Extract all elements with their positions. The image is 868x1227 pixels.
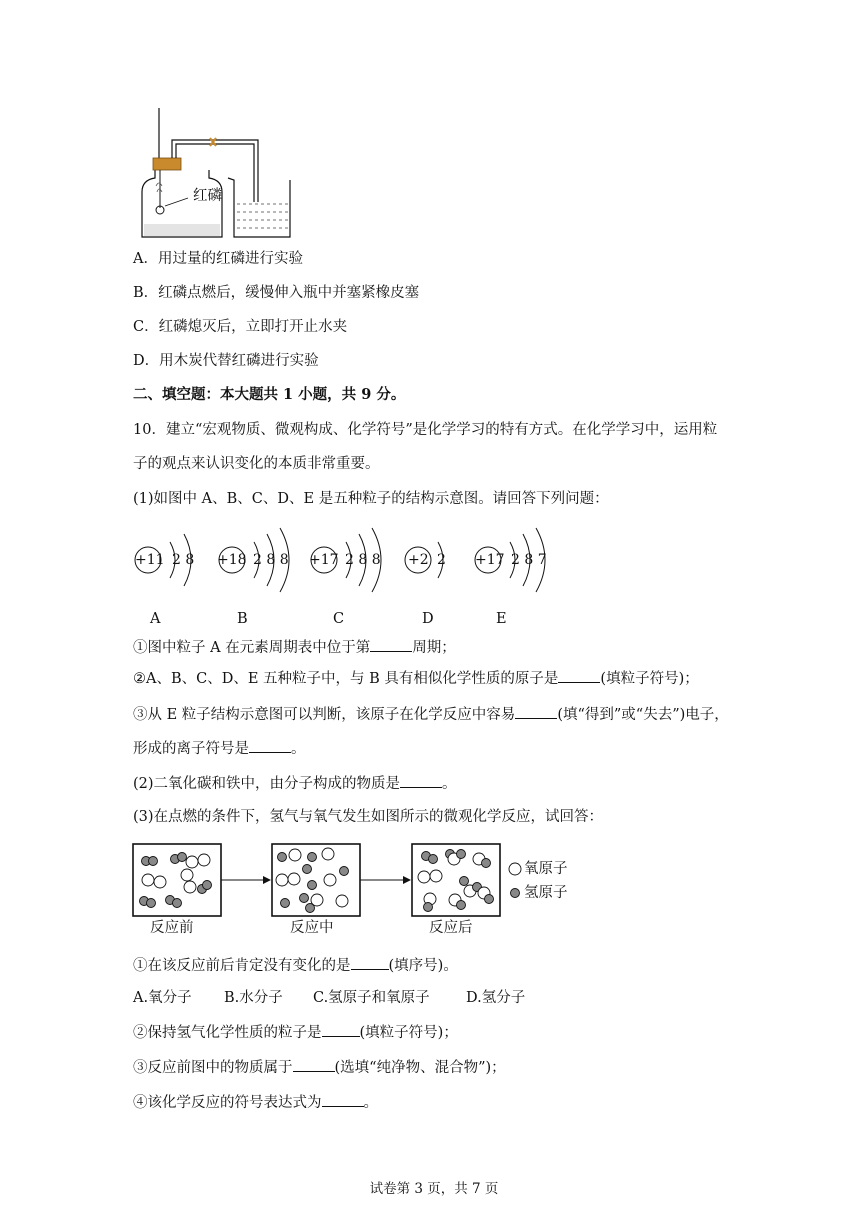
option-a: A．用过量的红磷进行实验 [133,251,303,267]
legend-hydrogen-icon [511,889,520,898]
q10-1-s2-text-b: (填粒子符号)； [600,671,699,687]
answer-blank[interactable] [249,738,291,753]
q10-1-s3 [133,704,729,725]
section-heading: 二、填空题：本大题共 1 小题，共 9 分。 [133,386,406,403]
q10-3-s1 [133,955,458,976]
answer-blank[interactable] [351,955,389,970]
q10-1-s3-text-b: (填“得到”或“失去”)电子， [557,707,729,723]
answer-blank[interactable] [515,704,557,719]
q10-part2-text-a: (2)二氧化碳和铁中，由分子构成的物质是 [133,776,401,792]
choice-c: C.氢原子和氧原子 [313,990,430,1006]
box-label-during: 反应中 [290,920,334,936]
atom-e-nucleus: +17 [475,552,505,568]
q10-3-s3 [133,1057,506,1078]
atom-c-shells: 2 8 8 [345,552,381,568]
q10-1-s1-text-a: ①图中粒子 A 在元素周期表中位于第 [133,640,371,656]
q10-1-s1 [133,637,456,658]
answer-blank[interactable] [293,1057,335,1072]
atom-e-shells: 2 8 7 [511,552,547,568]
q10-1-s2 [133,668,699,689]
legend-oxygen-label: 氧原子 [524,861,568,877]
q10-intro-line1: 10．建立“宏观物质、微观构成、化学符号”是化学学习的特有方式。在化学学习中，运用粒 [133,422,718,438]
apparatus-label: 红磷 [193,188,222,204]
atom-c-letter: C [333,611,345,627]
q10-intro-line2: 子的观点来认识变化的本质非常重要。 [133,456,380,472]
apparatus-diagram [130,100,430,240]
option-b: B．红磷点燃后，缓慢伸入瓶中并塞紧橡皮塞 [133,285,420,301]
atom-c-nucleus: +17 [309,552,339,568]
q10-1-s2-text-a: ②A、B、C、D、E 五种粒子中，与 B 具有相似化学性质的原子是 [133,671,559,687]
page-footer: 试卷第 3 页，共 7 页 [369,1181,499,1197]
q10-1-s3-cont [133,738,306,759]
atom-d-letter: D [422,611,434,627]
option-d: D．用木炭代替红磷进行实验 [133,353,319,369]
q10-part2 [133,773,457,794]
q10-3-s2-text-b: (填粒子符号)； [359,1025,458,1041]
choice-a: A.氧分子 [133,990,192,1006]
q10-3-s3-text-b: (选填“纯净物、混合物”)； [334,1060,506,1076]
answer-blank[interactable] [370,637,412,652]
atom-a-letter: A [150,611,161,627]
atom-a-nucleus: +11 [135,552,165,568]
atom-b-letter: B [237,611,248,627]
legend-oxygen-icon [509,863,521,875]
answer-blank[interactable] [322,1022,360,1037]
q10-3-s1-text-b: (填序号)。 [388,958,458,974]
reaction-diagram [132,843,592,923]
q10-3-s1-text-a: ①在该反应前后肯定没有变化的是 [133,958,351,974]
answer-blank[interactable] [400,773,442,788]
answer-blank[interactable] [558,668,600,683]
answer-blank[interactable] [322,1092,364,1107]
choice-d: D.氢分子 [466,990,526,1006]
q10-part3: (3)在点燃的条件下，氢气与氧气发生如图所示的微观化学反应，试回答： [133,809,604,825]
q10-3-s3-text-a: ③反应前图中的物质属于 [133,1060,293,1076]
legend-hydrogen-label: 氢原子 [524,885,568,901]
atom-a-shells: 2 8 [172,552,195,568]
q10-1-s3-text-c: 形成的离子符号是 [133,741,249,757]
atom-e-letter: E [496,611,507,627]
box-label-after: 反应后 [429,920,473,936]
q10-part1: (1)如图中 A、B、C、D、E 是五种粒子的结构示意图。请回答下列问题： [133,491,609,507]
atom-d-shells: 2 [437,552,446,568]
q10-3-s4-text-a: ④该化学反应的符号表达式为 [133,1095,322,1111]
q10-3-s2-text-a: ②保持氢气化学性质的粒子是 [133,1025,322,1041]
choice-b: B.水分子 [224,990,283,1006]
q10-1-s1-text-b: 周期； [412,640,456,656]
q10-1-s3-text-a: ③从 E 粒子结构示意图可以判断，该原子在化学反应中容易 [133,707,516,723]
atom-b-nucleus: +18 [217,552,247,568]
atom-b-shells: 2 8 8 [253,552,289,568]
option-c: C．红磷熄灭后，立即打开止水夹 [133,319,348,335]
q10-part2-text-b: 。 [442,776,457,792]
box-label-before: 反应前 [150,920,194,936]
q10-3-s4 [133,1092,378,1113]
q10-1-s3-text-d: 。 [291,741,306,757]
q10-3-s2 [133,1022,458,1043]
q10-3-s4-text-b: 。 [363,1095,378,1111]
atom-d-nucleus: +2 [408,552,429,568]
